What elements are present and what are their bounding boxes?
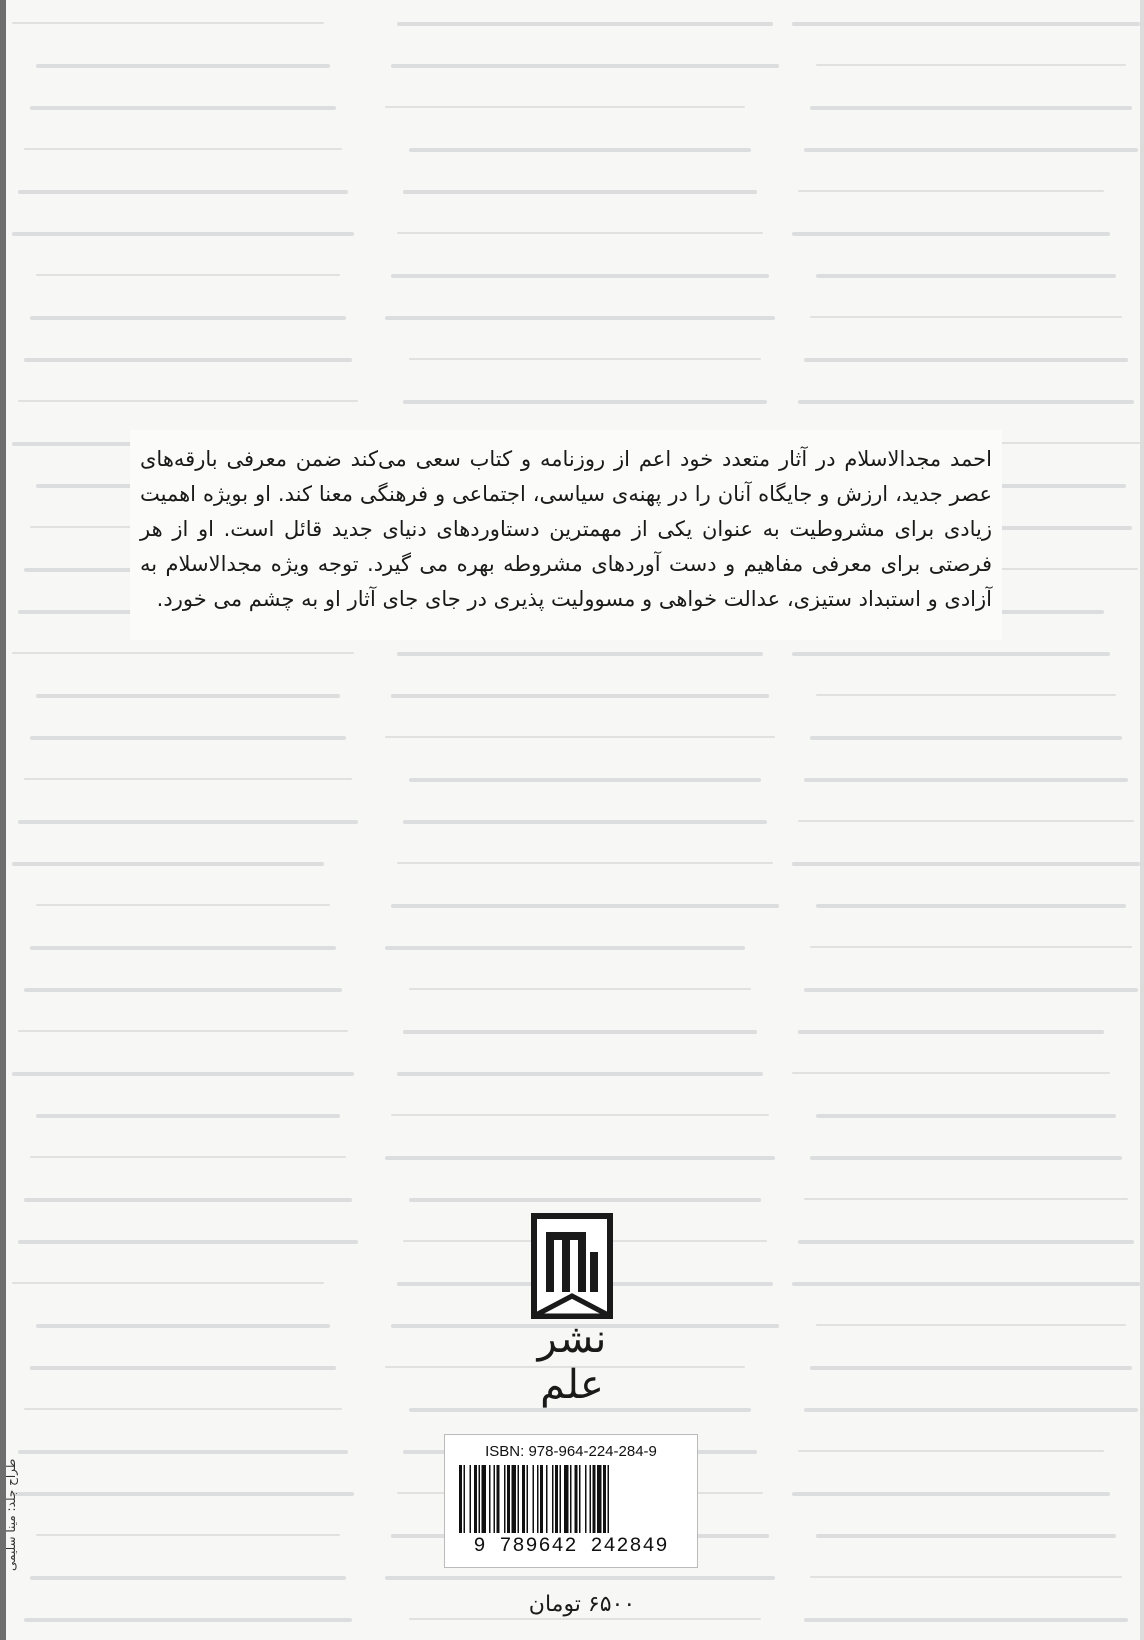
manuscript-line: [804, 148, 1138, 152]
manuscript-line: [792, 1492, 1110, 1496]
manuscript-line: [792, 1072, 1110, 1074]
barcode-bar: [603, 1465, 606, 1533]
publisher-logo-icon: [522, 1212, 622, 1322]
manuscript-line: [409, 988, 751, 990]
manuscript-line: [798, 1450, 1104, 1452]
manuscript-line: [36, 1324, 330, 1328]
manuscript-line: [403, 820, 767, 824]
manuscript-line: [385, 736, 775, 738]
manuscript-line: [24, 148, 342, 150]
manuscript-line: [409, 1198, 761, 1202]
barcode-bar: [546, 1465, 548, 1533]
publisher-logo: [522, 1212, 622, 1408]
barcode-bar: [540, 1465, 543, 1533]
publisher-name: نشر علم: [537, 1316, 607, 1408]
manuscript-line: [409, 1408, 751, 1412]
manuscript-line: [804, 988, 1138, 992]
manuscript-line: [810, 106, 1132, 110]
isbn-barcode: [444, 1434, 698, 1568]
manuscript-line: [30, 106, 336, 110]
manuscript-line: [24, 988, 342, 992]
barcode-bar: [522, 1465, 525, 1533]
barcode-bar: [597, 1465, 602, 1533]
manuscript-line: [24, 1198, 352, 1202]
barcode-bar: [590, 1465, 592, 1533]
manuscript-line: [18, 400, 358, 402]
manuscript-line: [403, 190, 757, 194]
spine-edge: [0, 0, 6, 1640]
barcode-bar: [518, 1465, 520, 1533]
manuscript-line: [18, 1030, 348, 1032]
manuscript-line: [798, 820, 1134, 822]
manuscript-line: [391, 1114, 769, 1116]
manuscript-line: [12, 1072, 354, 1076]
manuscript-line: [810, 736, 1122, 740]
manuscript-line: [36, 904, 330, 906]
manuscript-line: [385, 106, 745, 108]
manuscript-line: [30, 1576, 346, 1580]
barcode-bar: [489, 1465, 491, 1533]
manuscript-line: [403, 1030, 757, 1034]
manuscript-line: [397, 232, 763, 234]
barcode-bar: [504, 1465, 506, 1533]
barcode-bar: [537, 1465, 539, 1533]
manuscript-line: [385, 1156, 775, 1160]
manuscript-line: [30, 736, 346, 740]
manuscript-line: [391, 64, 779, 68]
barcode-bar: [593, 1465, 596, 1533]
manuscript-line: [24, 1408, 342, 1410]
manuscript-line: [816, 1534, 1116, 1538]
barcode-bar: [497, 1465, 500, 1533]
manuscript-line: [792, 652, 1110, 656]
manuscript-line: [804, 358, 1128, 362]
barcode-bar: [564, 1465, 569, 1533]
manuscript-line: [792, 1282, 1140, 1286]
page-edge: [1140, 0, 1144, 1640]
manuscript-line: [409, 1618, 761, 1620]
manuscript-line: [30, 1366, 336, 1370]
barcode-bar: [533, 1465, 535, 1533]
barcode-bars: [459, 1465, 683, 1533]
manuscript-line: [36, 1114, 340, 1118]
barcode-bar: [459, 1465, 462, 1533]
barcode-bar: [570, 1465, 572, 1533]
barcode-bar: [527, 1465, 529, 1533]
manuscript-line: [18, 1450, 348, 1454]
barcode-bar: [507, 1465, 510, 1533]
manuscript-line: [24, 358, 352, 362]
barcode-bar: [555, 1465, 558, 1533]
manuscript-line: [12, 862, 324, 866]
manuscript-line: [385, 1576, 775, 1580]
barcode-bar: [470, 1465, 472, 1533]
manuscript-line: [18, 820, 358, 824]
manuscript-line: [36, 64, 330, 68]
manuscript-line: [810, 1156, 1122, 1160]
manuscript-line: [792, 22, 1140, 26]
manuscript-line: [798, 1030, 1104, 1034]
isbn-label: ISBN: 978-964-224-284-9: [485, 1443, 657, 1460]
manuscript-line: [391, 904, 779, 908]
manuscript-line: [804, 1198, 1128, 1200]
manuscript-line: [409, 778, 761, 782]
barcode-bar: [474, 1465, 477, 1533]
manuscript-line: [810, 946, 1132, 948]
manuscript-line: [810, 1366, 1132, 1370]
manuscript-column: [8, 0, 358, 1640]
manuscript-line: [30, 316, 346, 320]
manuscript-line: [798, 190, 1104, 192]
barcode-bar: [552, 1465, 554, 1533]
price-label: ۶۵۰۰ تومان: [528, 1592, 636, 1617]
manuscript-line: [18, 190, 348, 194]
manuscript-line: [385, 946, 745, 950]
manuscript-line: [397, 652, 763, 656]
barcode-bar: [464, 1465, 466, 1533]
manuscript-line: [24, 778, 352, 780]
manuscript-line: [391, 274, 769, 278]
manuscript-line: [12, 22, 324, 24]
manuscript-line: [391, 694, 769, 698]
manuscript-line: [816, 1114, 1116, 1118]
manuscript-line: [24, 1618, 352, 1622]
manuscript-line: [816, 694, 1116, 696]
cover-designer-credit: طراح جلد: مینا سلیمی: [4, 1458, 18, 1572]
manuscript-line: [30, 1156, 346, 1158]
manuscript-line: [810, 1576, 1122, 1578]
manuscript-line: [798, 1240, 1134, 1244]
barcode-bar: [585, 1465, 587, 1533]
manuscript-line: [18, 1240, 358, 1244]
manuscript-line: [409, 358, 761, 360]
manuscript-line: [397, 862, 773, 864]
manuscript-line: [12, 1492, 354, 1496]
manuscript-line: [12, 652, 354, 654]
manuscript-line: [810, 316, 1122, 318]
manuscript-line: [409, 148, 751, 152]
blurb-box: [130, 430, 1002, 640]
barcode-bar: [560, 1465, 562, 1533]
manuscript-line: [792, 232, 1110, 236]
manuscript-line: [816, 1324, 1126, 1326]
manuscript-line: [798, 400, 1134, 404]
manuscript-line: [397, 1072, 763, 1076]
manuscript-line: [816, 274, 1116, 278]
manuscript-line: [30, 946, 336, 950]
manuscript-line: [36, 274, 340, 276]
manuscript-line: [804, 778, 1128, 782]
barcode-bar: [608, 1465, 610, 1533]
barcode-bar: [575, 1465, 578, 1533]
manuscript-line: [36, 694, 340, 698]
manuscript-line: [804, 1408, 1138, 1412]
barcode-digits: 9 789642 242849: [473, 1535, 669, 1558]
manuscript-column: [792, 0, 1140, 1640]
manuscript-line: [397, 22, 773, 26]
manuscript-line: [403, 400, 767, 404]
barcode-bar: [479, 1465, 481, 1533]
manuscript-line: [12, 1282, 324, 1284]
manuscript-line: [12, 232, 354, 236]
barcode-bar: [579, 1465, 581, 1533]
manuscript-line: [816, 904, 1126, 908]
barcode-bar: [494, 1465, 496, 1533]
manuscript-line: [385, 316, 775, 320]
manuscript-line: [804, 1618, 1128, 1622]
barcode-bar: [512, 1465, 517, 1533]
manuscript-line: [36, 1534, 340, 1536]
barcode-bar: [482, 1465, 487, 1533]
manuscript-line: [816, 64, 1126, 66]
blurb-text: احمد مجدالاسلام در آثار متعدد خود اعم از روزنامه و کتاب سعی می‌کند ضمن معرفی بارقه‌های عصر جدید، ارزش و جایگاه آنان را در پهنه‌ی سیاسی، اجتماعی و فرهنگی معنا کند. او بویژه اهمیت زیادی برای مشروطیت به عنوان یکی از مهمترین دستاوردهای دنیای جدید قائل است. او از هر فرصتی برای معرفی مفاهیم و دست آوردهای مشروطه بهره می گیرد. توجه ویژه مجدالاسلام به آزادی و استبداد ستیزی، عدالت خواهی و مسوولیت پذیری در جای جای آثار او به چشم می خورد.: [140, 447, 992, 611]
manuscript-line: [792, 862, 1140, 866]
